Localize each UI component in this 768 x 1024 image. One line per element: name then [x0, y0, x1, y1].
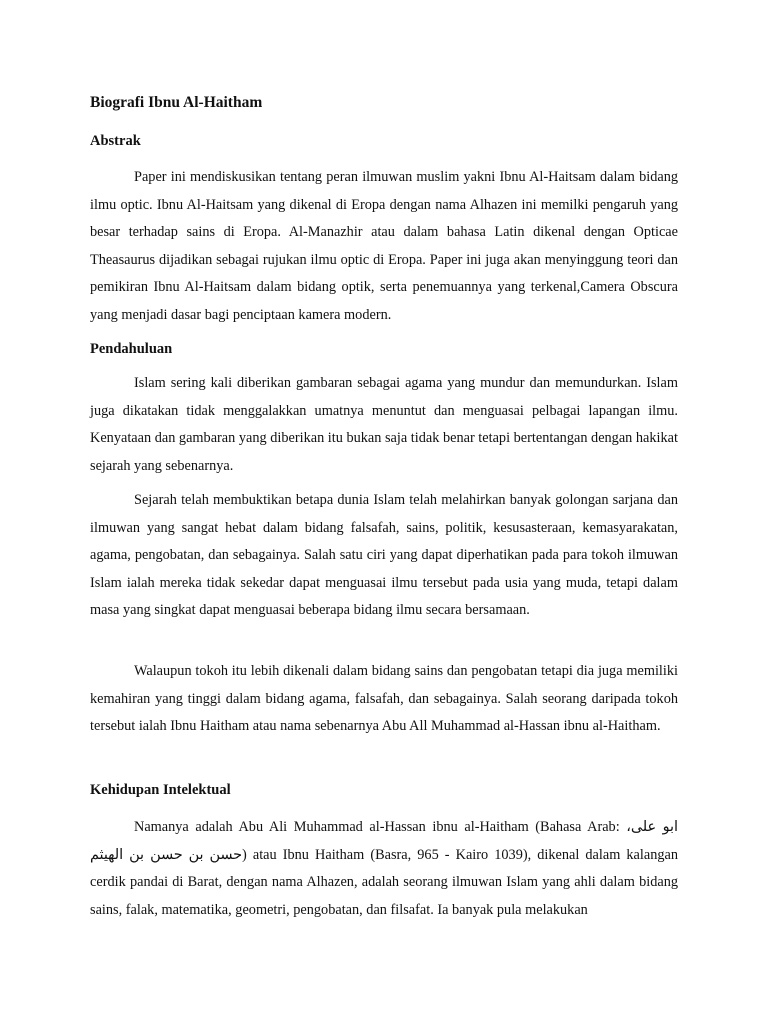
intro-paragraph-2: Sejarah telah membuktikan betapa dunia Islam telah melahirkan banyak golongan sarjana dan ilmuwan yang sangat hebat dalam bidang falsafah, sains, politik, kesusasteraan, kemasyarakatan, agama, pengobatan, dan sebagainya. Salah satu ciri yang dapat diperhatikan pada para tokoh ilmuwan Islam ialah mereka tidak sekedar dapat menguasai ilmu tersebut pada usia yang muda, tetapi dalam masa yang singkat dapat menguasai beberapa bidang ilmu secara bersamaan.	[90, 492, 678, 618]
document-title: Biografi Ibnu Al-Haitham	[90, 94, 263, 111]
intro-paragraph-3: Walaupun tokoh itu lebih dikenali dalam bidang sains dan pengobatan tetapi dia juga memiliki kemahiran yang tinggi dalam bidang agama, falsafah, dan sebagainya. Salah seorang daripada tokoh tersebut ialah Ibnu Haitham atau nama sebenarnya Abu All Muhammad al-Hassan ibnu al-Haitham.	[90, 663, 678, 734]
abstract-paragraph: Paper ini mendiskusikan tentang peran ilmuwan muslim yakni Ibnu Al-Haitsam dalam bidang ilmu optic. Ibnu Al-Haitsam yang dikenal di Eropa dengan nama Alhazen ini memilki pengaruh yang besar terhadap sains di Eropa. Al-Manazhir atau dalam bahasa Latin dikenal dengan Opticae Theasaurus dijadikan sebagai rujukan ilmu optic di Eropa. Paper ini juga akan menyinggung teori dan pemikiran Ibnu Al-Haitsam dalam bidang optik, serta penemuannya yang terkenal,Camera Obscura yang menjadi dasar bagi penciptaan kamera modern.	[90, 169, 678, 323]
continuation-text: ) atau Ibnu Haitham (Basra, 965 - Kairo 1039), dikenal dalam kalangan cerdik pandai di Barat, dengan nama Alhazen, adalah seorang ilmuwan Islam yang ahli dalam bidang sains, falak, matematika, geometri, pengobatan, dan filsafat. Ia banyak pula melakukan	[90, 846, 679, 918]
intro-paragraph-1: Islam sering kali diberikan gambaran sebagai agama yang mundur dan memundurkan. Islam juga dikatakan tidak menggalakkan umatnya menuntut dan menguasai pelbagai lapangan ilmu. Kenyataan dan gambaran yang diberikan itu bukan saja tidak benar tetapi bertentangan dengan hakikat sejarah yang sebenarnya.	[90, 375, 678, 474]
section-heading-pendahuluan: Pendahuluan	[90, 341, 173, 357]
intellectual-life-paragraph	[90, 814, 678, 924]
arabic-name: ابو علی، حسن بن حسن بن الهيثم	[90, 819, 678, 863]
section-heading-kehidupan-intelektual: Kehidupan Intelektual	[90, 782, 231, 798]
intro-text: Namanya adalah Abu Ali Muhammad al-Hassan ibnu al-Haitham (Bahasa Arab:	[134, 819, 620, 835]
section-heading-abstrak: Abstrak	[90, 133, 141, 149]
